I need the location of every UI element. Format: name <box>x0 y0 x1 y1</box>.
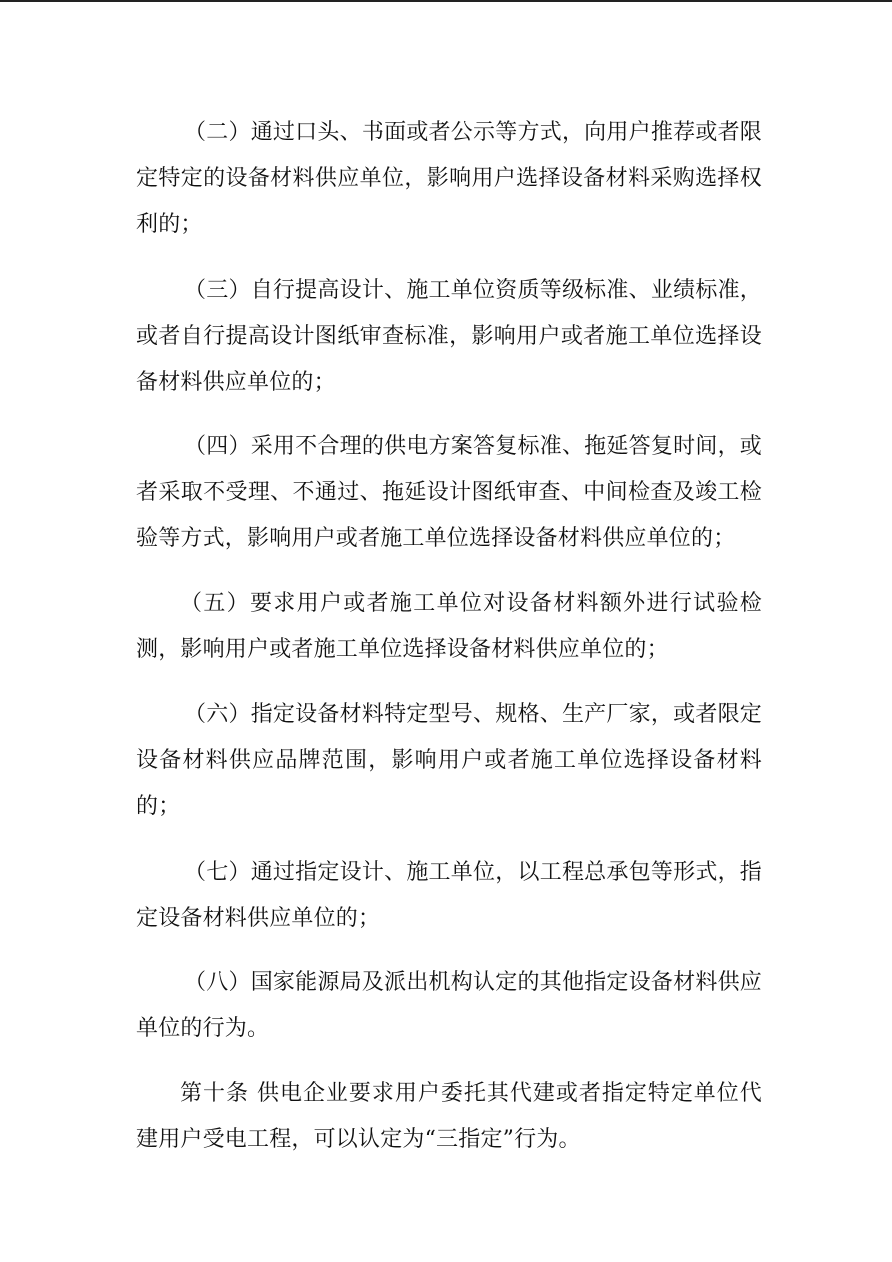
paragraph-item-6: （六）指定设备材料特定型号、规格、生产厂家，或者限定设备材料供应品牌范围，影响用户或者施工单位选择设备材料的； <box>136 702 762 819</box>
paragraph-item-8: （八）国家能源局及派出机构认定的其他指定设备材料供应单位的行为。 <box>136 970 762 1041</box>
paragraph-item-7: （七）通过指定设计、施工单位，以工程总承包等形式，指定设备材料供应单位的； <box>136 860 762 931</box>
paragraph-item-2: （二）通过口头、书面或者公示等方式，向用户推荐或者限定特定的设备材料供应单位，影响用户选择设备材料采购选择权利的； <box>136 120 762 237</box>
paragraph-item-5: （五）要求用户或者施工单位对设备材料额外进行试验检测，影响用户或者施工单位选择设备材料供应单位的； <box>136 591 762 662</box>
paragraph-item-3: （三）自行提高设计、施工单位资质等级标准、业绩标准，或者自行提高设计图纸审查标准，影响用户或者施工单位选择设备材料供应单位的； <box>136 278 762 395</box>
paragraph-item-4: （四）采用不合理的供电方案答复标准、拖延答复时间，或者采取不受理、不通过、拖延设计图纸审查、中间检查及竣工检验等方式，影响用户或者施工单位选择设备材料供应单位的； <box>136 434 762 551</box>
article-10-paragraph: 第十条 供电企业要求用户委托其代建或者指定特定单位代建用户受电工程，可以认定为“三指定”行为。 <box>136 1081 762 1152</box>
